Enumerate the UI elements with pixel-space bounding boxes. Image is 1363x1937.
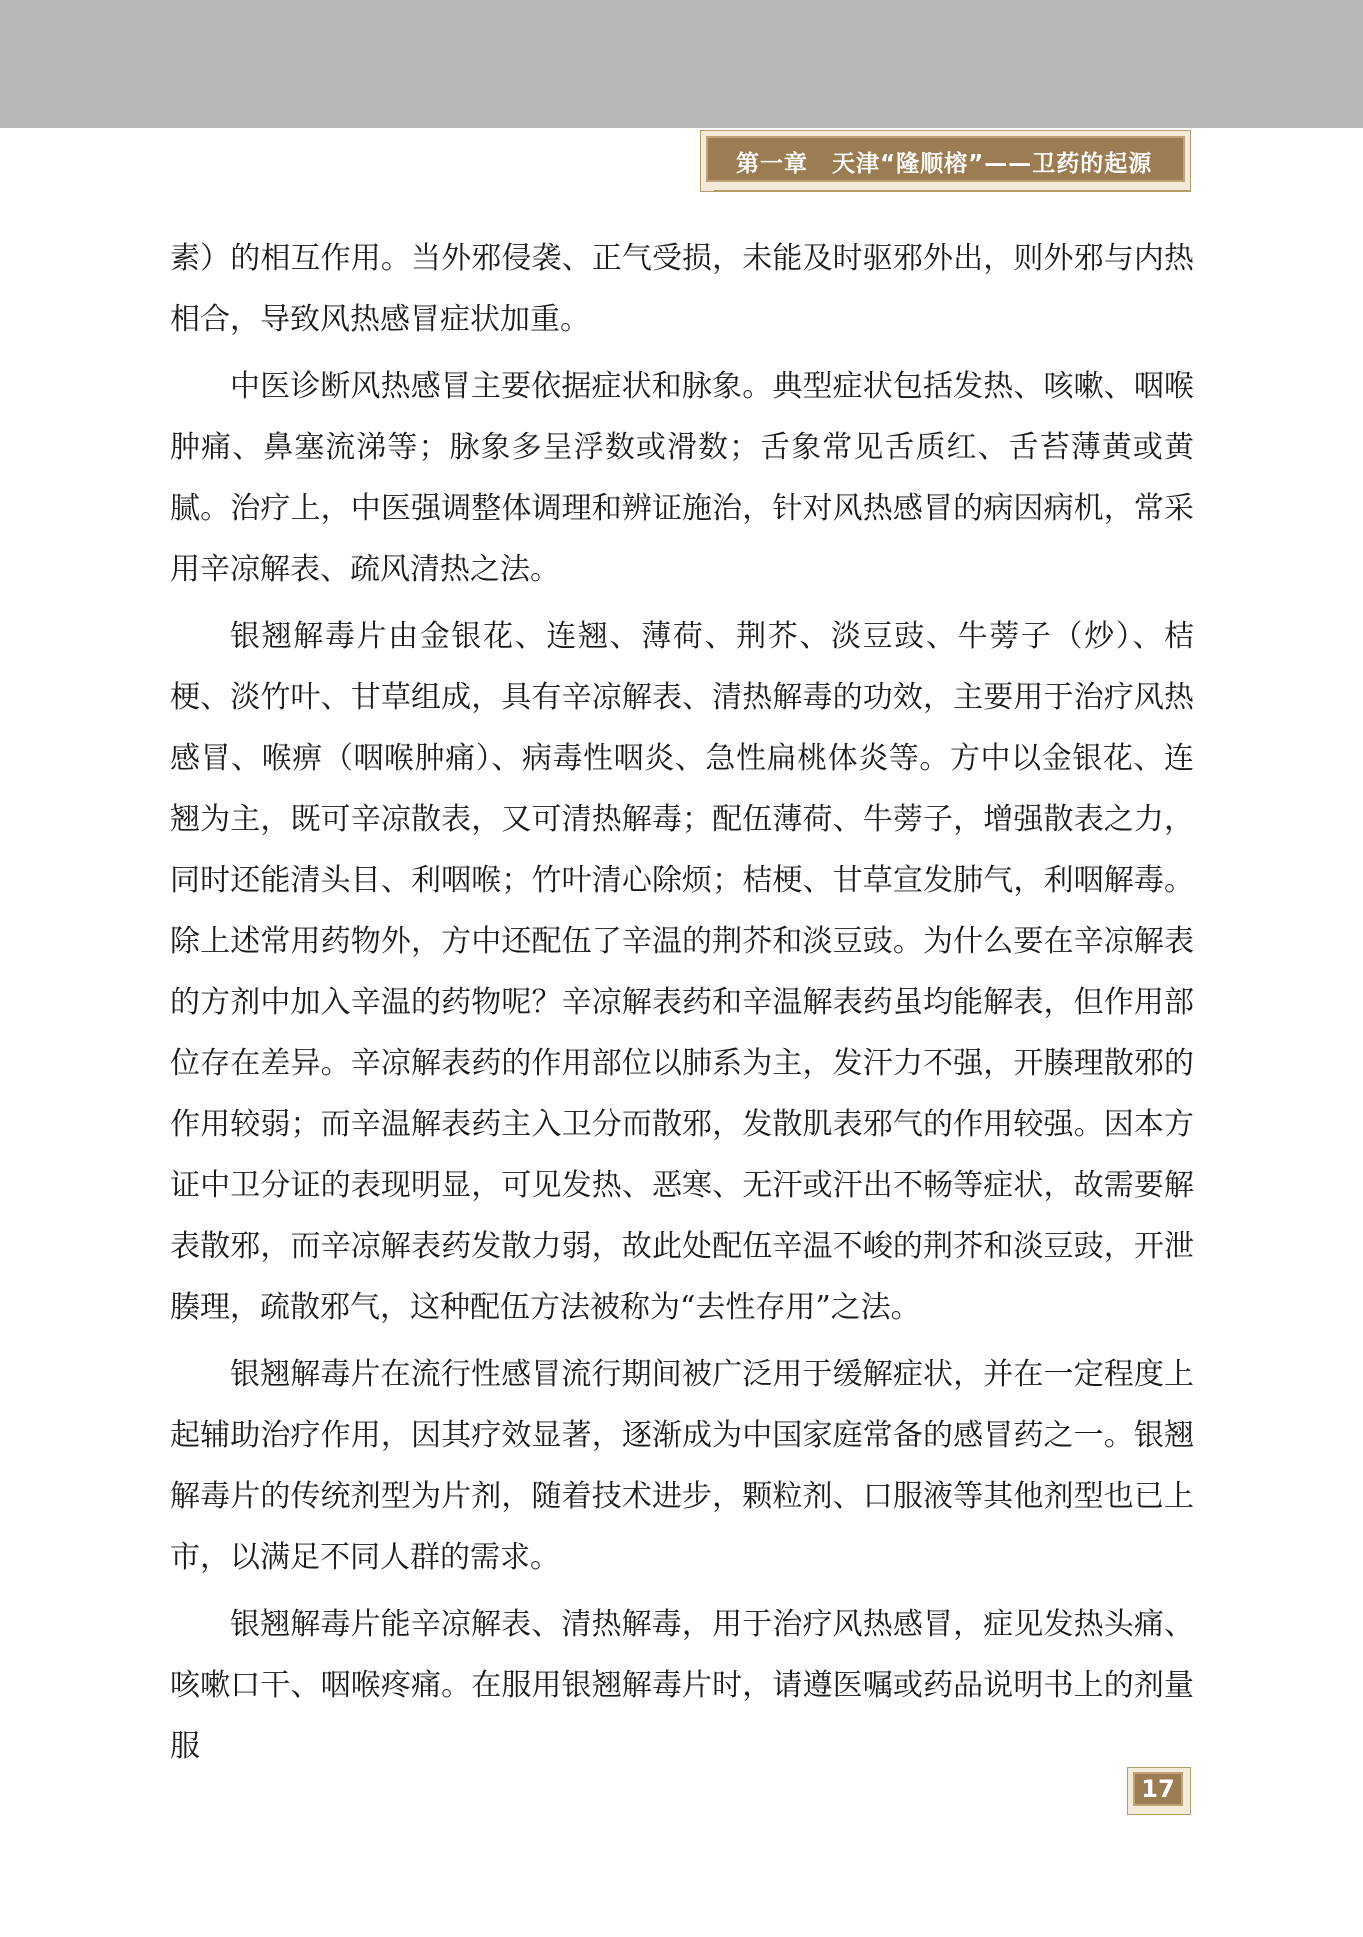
page-number-badge	[1127, 1767, 1191, 1815]
paragraph-1: 素）的相互作用。当外邪侵袭、正气受损，未能及时驱邪外出，则外邪与内热相合，导致风热感冒症状加重。	[170, 241, 1194, 337]
page-number: 17	[1133, 1772, 1183, 1806]
top-gray-band	[0, 0, 1363, 128]
running-header	[700, 130, 1191, 192]
header-underline	[714, 190, 1191, 191]
paragraph-5: 银翘解毒片能辛凉解表、清热解毒，用于治疗风热感冒，症见发热头痛、咳嗽口干、咽喉疼痛。在服用银翘解毒片时，请遵医嘱或药品说明书上的剂量服	[170, 1607, 1194, 1764]
header-bar	[706, 136, 1185, 182]
body-text	[170, 228, 1194, 1783]
paragraph-3: 银翘解毒片由金银花、连翘、薄荷、荆芥、淡豆豉、牛蒡子（炒）、桔梗、淡竹叶、甘草组成，具有辛凉解表、清热解毒的功效，主要用于治疗风热感冒、喉痹（咽喉肿痛）、病毒性咽炎、急性扁桃体炎等。方中以金银花、连翘为主，既可辛凉散表，又可清热解毒；配伍薄荷、牛蒡子，增强散表之力，同时还能清头目、利咽喉；竹叶清心除烦；桔梗、甘草宣发肺气，利咽解毒。除上述常用药物外，方中还配伍了辛温的荆芥和淡豆豉。为什么要在辛凉解表的方剂中加入辛温的药物呢？辛凉解表药和辛温解表药虽均能解表，但作用部位存在差异。辛凉解表药的作用部位以肺系为主，发汗力不强，开腠理散邪的作用较弱；而辛温解表药主入卫分而散邪，发散肌表邪气的作用较强。因本方证中卫分证的表现明显，可见发热、恶寒、无汗或汗出不畅等症状，故需要解表散邪，而辛凉解表药发散力弱，故此处配伍辛温不峻的荆芥和淡豆豉，开泄腠理，疏散邪气，这种配伍方法被称为“去性存用”之法。	[170, 619, 1194, 1325]
paragraph-4: 银翘解毒片在流行性感冒流行期间被广泛用于缓解症状，并在一定程度上起辅助治疗作用，因其疗效显著，逐渐成为中国家庭常备的感冒药之一。银翘解毒片的传统剂型为片剂，随着技术进步，颗粒剂、口服液等其他剂型也已上市，以满足不同人群的需求。	[170, 1357, 1194, 1575]
paragraph-2: 中医诊断风热感冒主要依据症状和脉象。典型症状包括发热、咳嗽、咽喉肿痛、鼻塞流涕等；脉象多呈浮数或滑数；舌象常见舌质红、舌苔薄黄或黄腻。治疗上，中医强调整体调理和辨证施治，针对风热感冒的病因病机，常采用辛凉解表、疏风清热之法。	[170, 369, 1194, 587]
chapter-title: 第一章 天津“隆顺榕”——卫药的起源	[736, 151, 1153, 177]
